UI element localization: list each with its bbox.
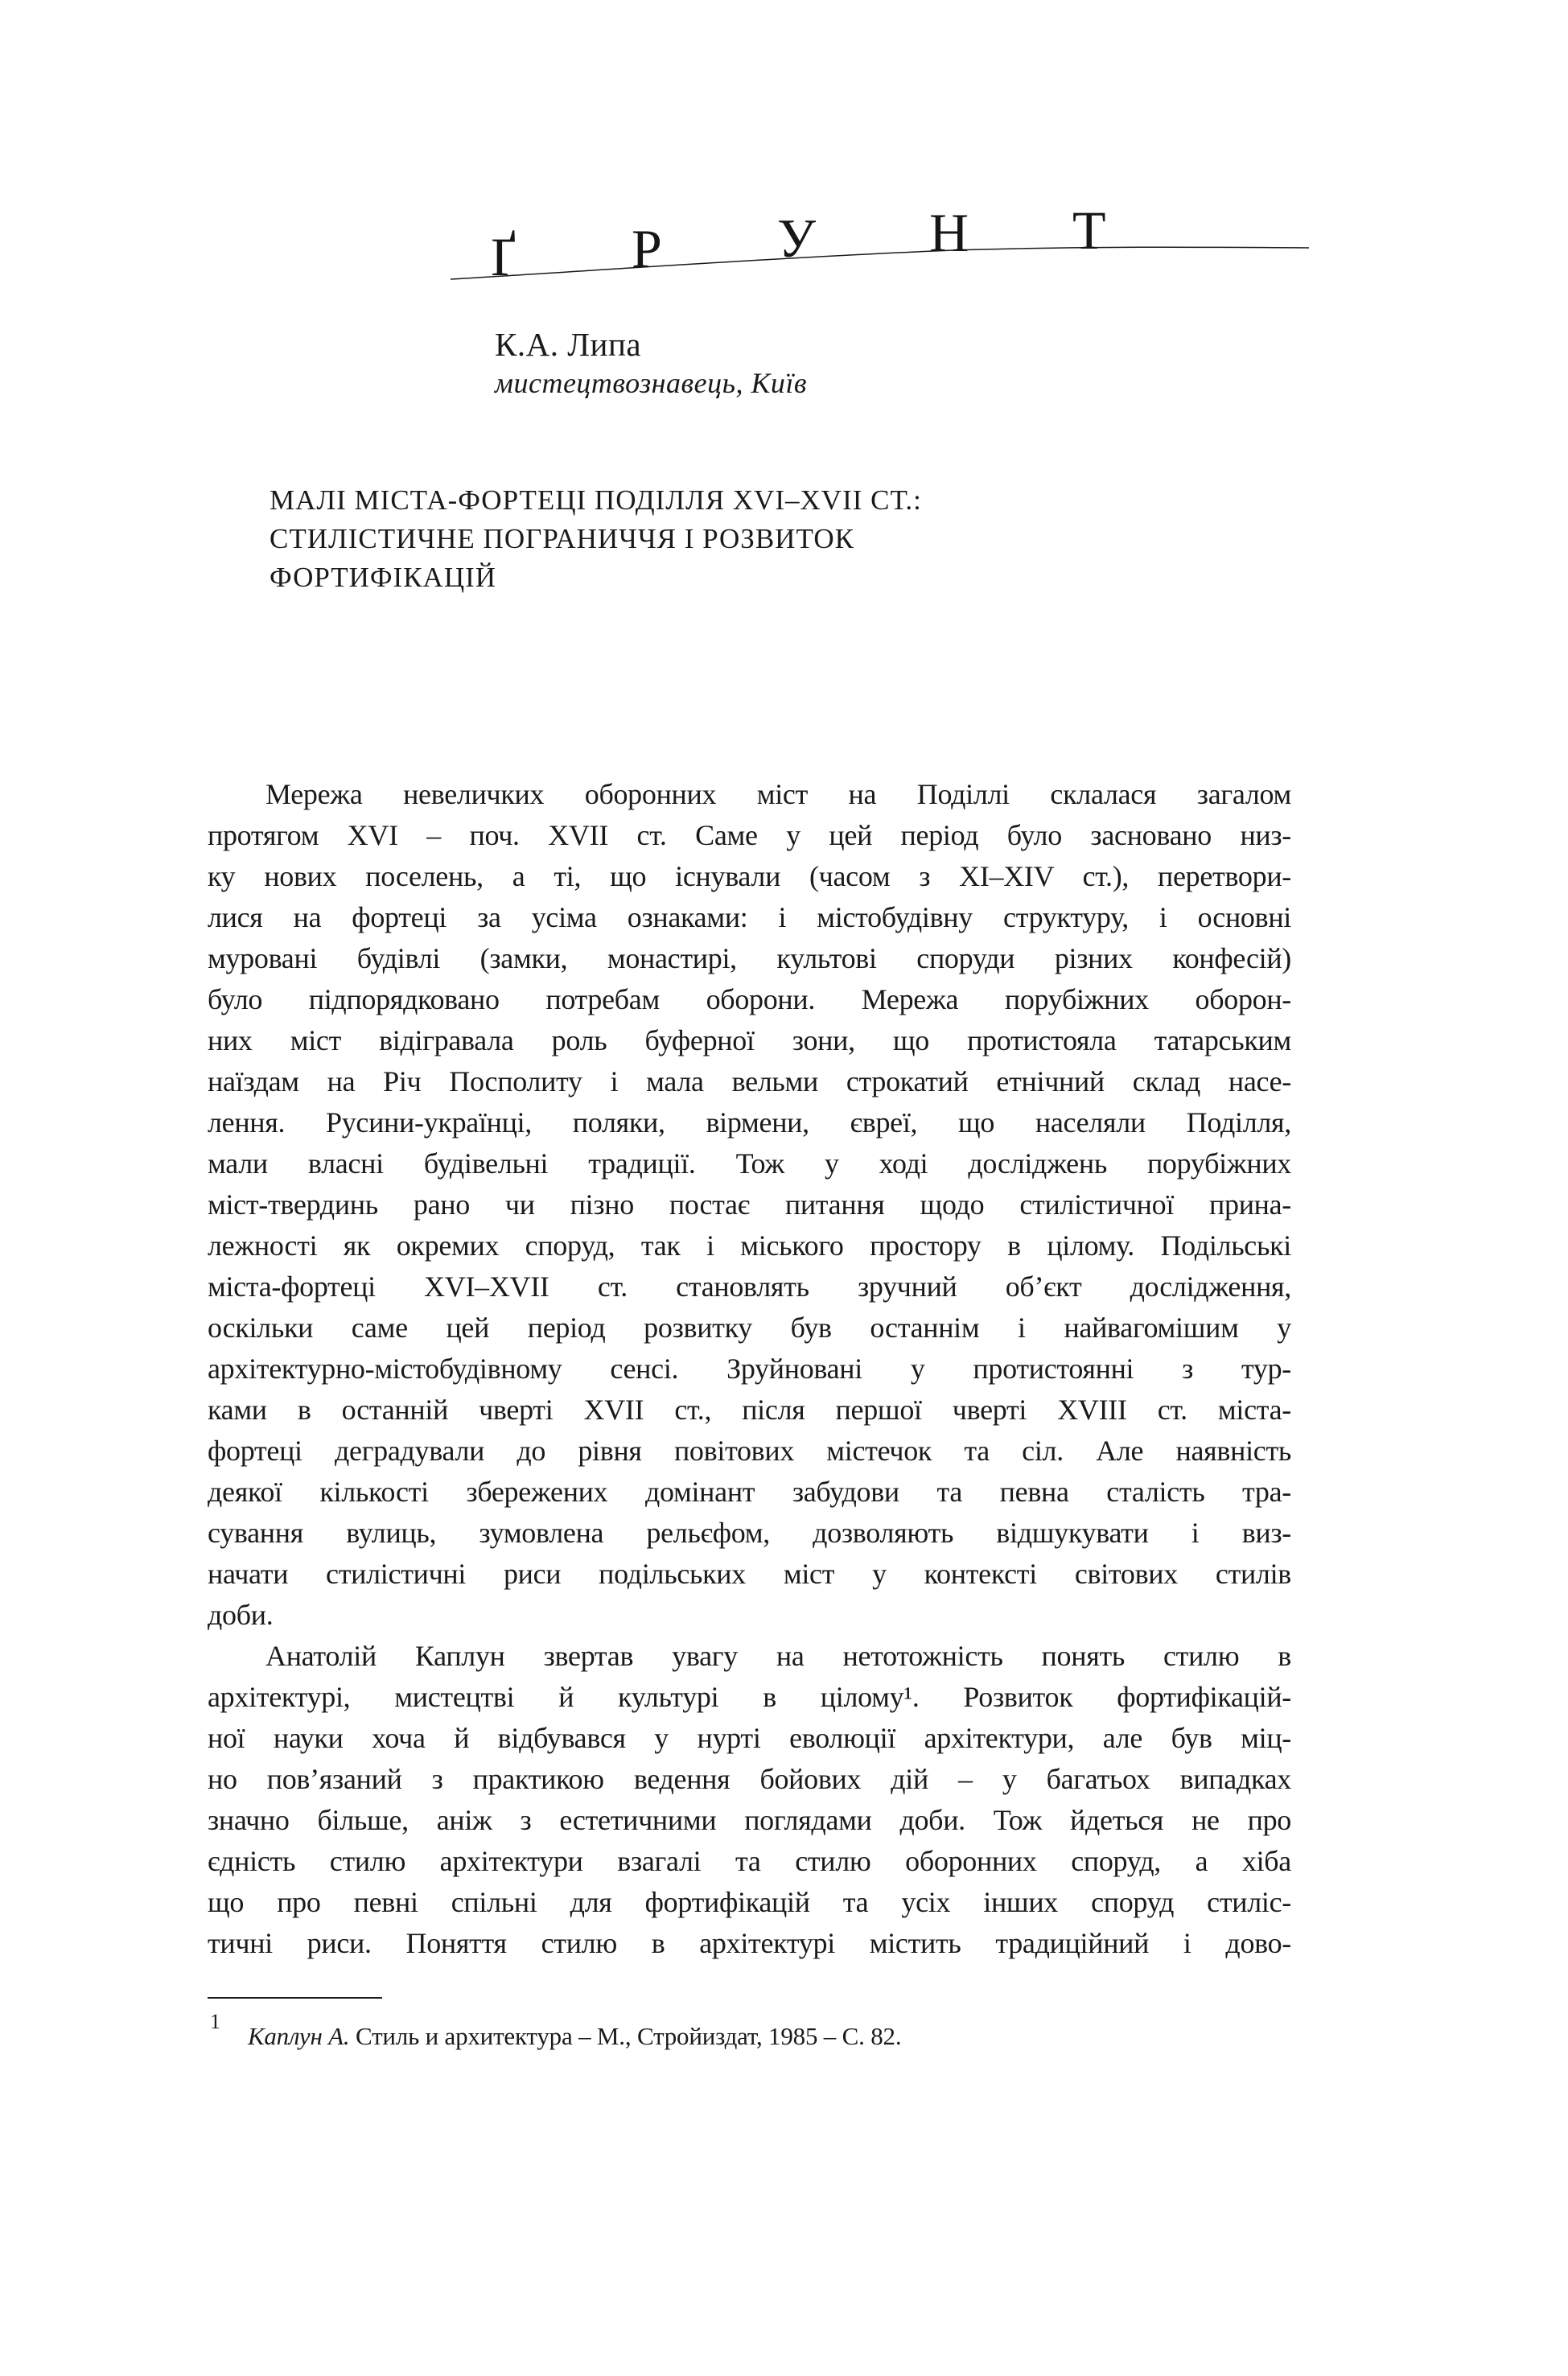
body-line: сування вулиць, зумовлена рельєфом, дозволяють відшукувати і виз- (208, 1517, 1291, 1549)
body-line: доби. (208, 1599, 274, 1631)
body-line: Анатолій Каплун звертав увагу на нетотожність понять стилю в (265, 1640, 1291, 1672)
body-line: наїздам на Річ Посполиту і мала вельми строкатий етнічний склад насе- (208, 1065, 1291, 1097)
footnote-line (248, 2021, 901, 2051)
grunt-baseline-curve (451, 247, 1309, 279)
body-line: ками в останній чверті XVII ст., після першої чверті XVIII ст. міста- (208, 1394, 1291, 1426)
footnote-marker: 1 (210, 2010, 220, 2033)
body-line: мали власні будівельні традиції. Тож у ході досліджень порубіжних (208, 1147, 1291, 1180)
body-line: Мережа невеличких оборонних міст на Поділлі склалася загалом (265, 778, 1291, 810)
body-line: муровані будівлі (замки, монастирі, культові споруди різних конфесій) (208, 942, 1291, 974)
header-letter-n: Н (929, 202, 969, 263)
body-text (208, 774, 1291, 1964)
author-name: К.А. Липа (495, 326, 642, 363)
title-line: СТИЛІСТИЧНЕ ПОГРАНИЧЧЯ І РОЗВИТОК (270, 523, 855, 554)
header-letter-t: Т (1072, 200, 1106, 261)
article-title (270, 481, 1299, 597)
body-line: деякої кількості збережених домінант забудови та певна сталість тра- (208, 1476, 1291, 1508)
body-line: архітектурі, мистецтві й культурі в цілому¹. Розвиток фортифікацій- (208, 1681, 1291, 1713)
body-line: фортеці деградували до рівня повітових містечок та сіл. Але наявність (208, 1435, 1291, 1467)
title-line: ФОРТИФІКАЦІЙ (270, 562, 497, 593)
body-line: протягом XVI – поч. XVII ст. Саме у цей період було засновано низ- (208, 819, 1291, 851)
body-line: лежності як окремих споруд, так і міського простору в цілому. Подільські (208, 1229, 1291, 1262)
footnote-rule (208, 1997, 382, 1999)
grunt-section-logo (438, 200, 1331, 299)
body-line: міст-твердинь рано чи пізно постає питання щодо стилістичної прина- (208, 1188, 1291, 1221)
body-line: них міст відігравала роль буферної зони, що протистояла татарським (208, 1024, 1291, 1056)
author-affiliation: мистецтвознавець, Київ (495, 367, 808, 399)
body-line: тичні риси. Поняття стилю в архітектурі містить традиційний і дово- (208, 1927, 1291, 1959)
body-line: лися на фортеці за усіма ознаками: і містобудівну структуру, і основні (208, 901, 1291, 933)
footnote-author: Каплун А. (248, 2022, 350, 2050)
body-line: було підпорядковано потребам оборони. Мережа порубіжних оборон- (208, 983, 1291, 1015)
body-line: лення. Русини-українці, поляки, вірмени, євреї, що населяли Поділля, (208, 1106, 1291, 1139)
body-line: ку нових поселень, а ті, що існували (часом з XI–XIV ст.), перетвори- (208, 860, 1291, 892)
header-letter-g: Ґ (491, 226, 516, 287)
body-line: міста-фортеці XVI–XVII ст. становлять зручний об’єкт дослідження, (208, 1270, 1291, 1303)
header-letter-u: У (777, 208, 817, 269)
body-line: ної науки хоча й відбувався у нурті еволюції архітектури, але був міц- (208, 1722, 1291, 1754)
body-line: значно більше, аніж з естетичними поглядами доби. Тож йдеться не про (208, 1804, 1291, 1836)
footnote-text: Стиль и архитектура – М., Стройиздат, 1985 – С. 82. (349, 2022, 902, 2050)
title-line: МАЛІ МІСТА-ФОРТЕЦІ ПОДІЛЛЯ XVI–XVII СТ.: (270, 484, 922, 516)
body-line: начати стилістичні риси подільських міст у контексті світових стилів (208, 1558, 1291, 1590)
body-line: що про певні спільні для фортифікацій та усіх інших споруд стиліс- (208, 1886, 1291, 1918)
header-letter-r: Р (632, 218, 662, 279)
body-line: архітектурно-містобудівному сенсі. Зруйновані у протистоянні з тур- (208, 1353, 1291, 1385)
body-line: єдність стилю архітектури взагалі та стилю оборонних споруд, а хіба (208, 1845, 1291, 1877)
body-line: но пов’язаний з практикою ведення бойових дій – у багатьох випадках (208, 1763, 1291, 1795)
body-line: оскільки саме цей період розвитку був останнім і найвагомішим у (208, 1312, 1291, 1344)
